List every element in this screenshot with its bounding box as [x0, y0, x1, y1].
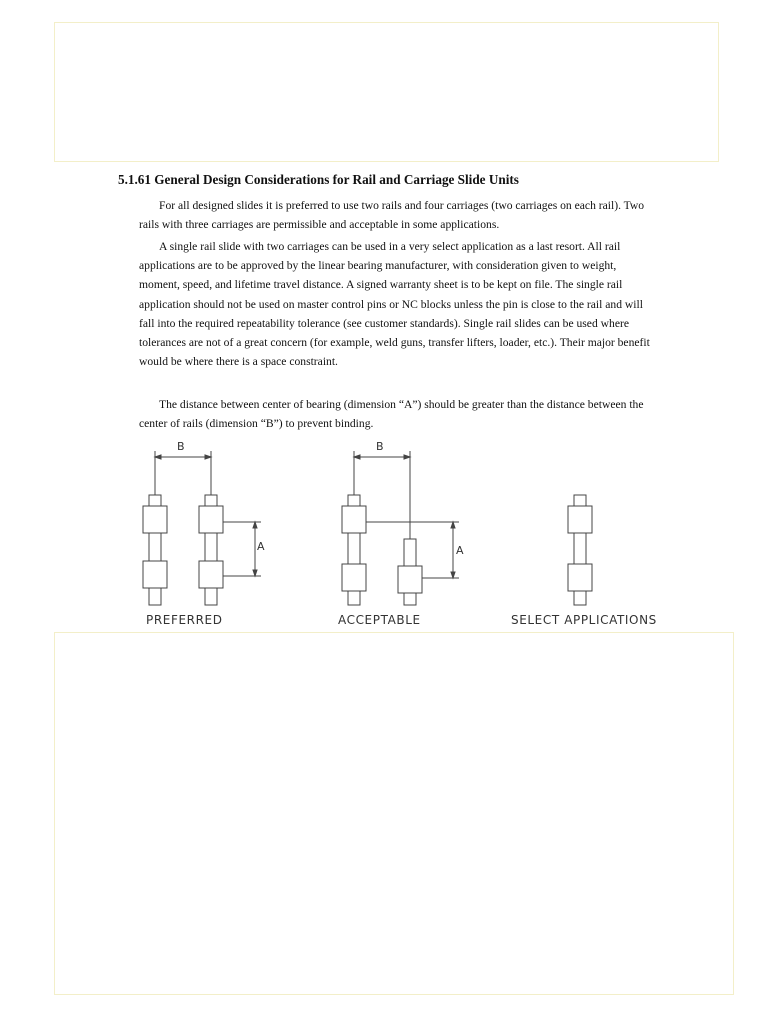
page-frame-top: [54, 22, 719, 162]
caption-select-applications: SELECT APPLICATIONS: [511, 613, 657, 627]
carriage: [342, 564, 366, 591]
preferred-configuration: [143, 451, 261, 605]
page-frame-bottom: [54, 632, 734, 995]
dimension-a-label: A: [257, 540, 265, 553]
dimension-a-label: A: [456, 544, 464, 557]
section-heading: 5.1.61 General Design Considerations for Rail and Carriage Slide Units: [118, 172, 519, 187]
caption-acceptable: ACCEPTABLE: [338, 613, 421, 627]
carriage: [398, 566, 422, 593]
dimension-b-label: B: [376, 440, 384, 453]
dimension-b-label: B: [177, 440, 185, 453]
rail-diagram: [128, 436, 668, 630]
paragraph-1: For all designed slides it is preferred to use two rails and four carriages (two carriages on each rail). Two rails with three carriages are permissible and acceptable in some applications.: [139, 199, 645, 232]
carriage: [568, 564, 592, 591]
select-applications-configuration: [568, 495, 592, 605]
carriage: [143, 506, 167, 533]
carriage: [199, 561, 223, 588]
acceptable-configuration: [342, 451, 459, 605]
carriage: [568, 506, 592, 533]
carriage: [199, 506, 223, 533]
paragraph-3: The distance between center of bearing (dimension “A”) should be greater than the distance between the center of rails (dimension “B”) to prevent binding.: [139, 398, 644, 431]
rail-configuration-figure: [128, 436, 668, 630]
paragraph-2: A single rail slide with two carriages can be used in a very select application as a last resort. All rail applications are to be approved by the linear bearing manufacturer, with consideration given to weight, moment, speed, and lifetime travel distance. A signed warranty sheet is to be kept on file. The single rail application should not be used on master control pins or NC blocks unless the pin is close to the rail and will fall into the required repeatability tolerance (see customer standards). Single rail slides can be used where tolerances are not of a great concern (for example, weld guns, transfer lifters, loader, etc.). Their major benefit would be where there is a space constraint.: [139, 240, 650, 369]
carriage: [143, 561, 167, 588]
carriage: [342, 506, 366, 533]
caption-preferred: PREFERRED: [146, 613, 223, 627]
